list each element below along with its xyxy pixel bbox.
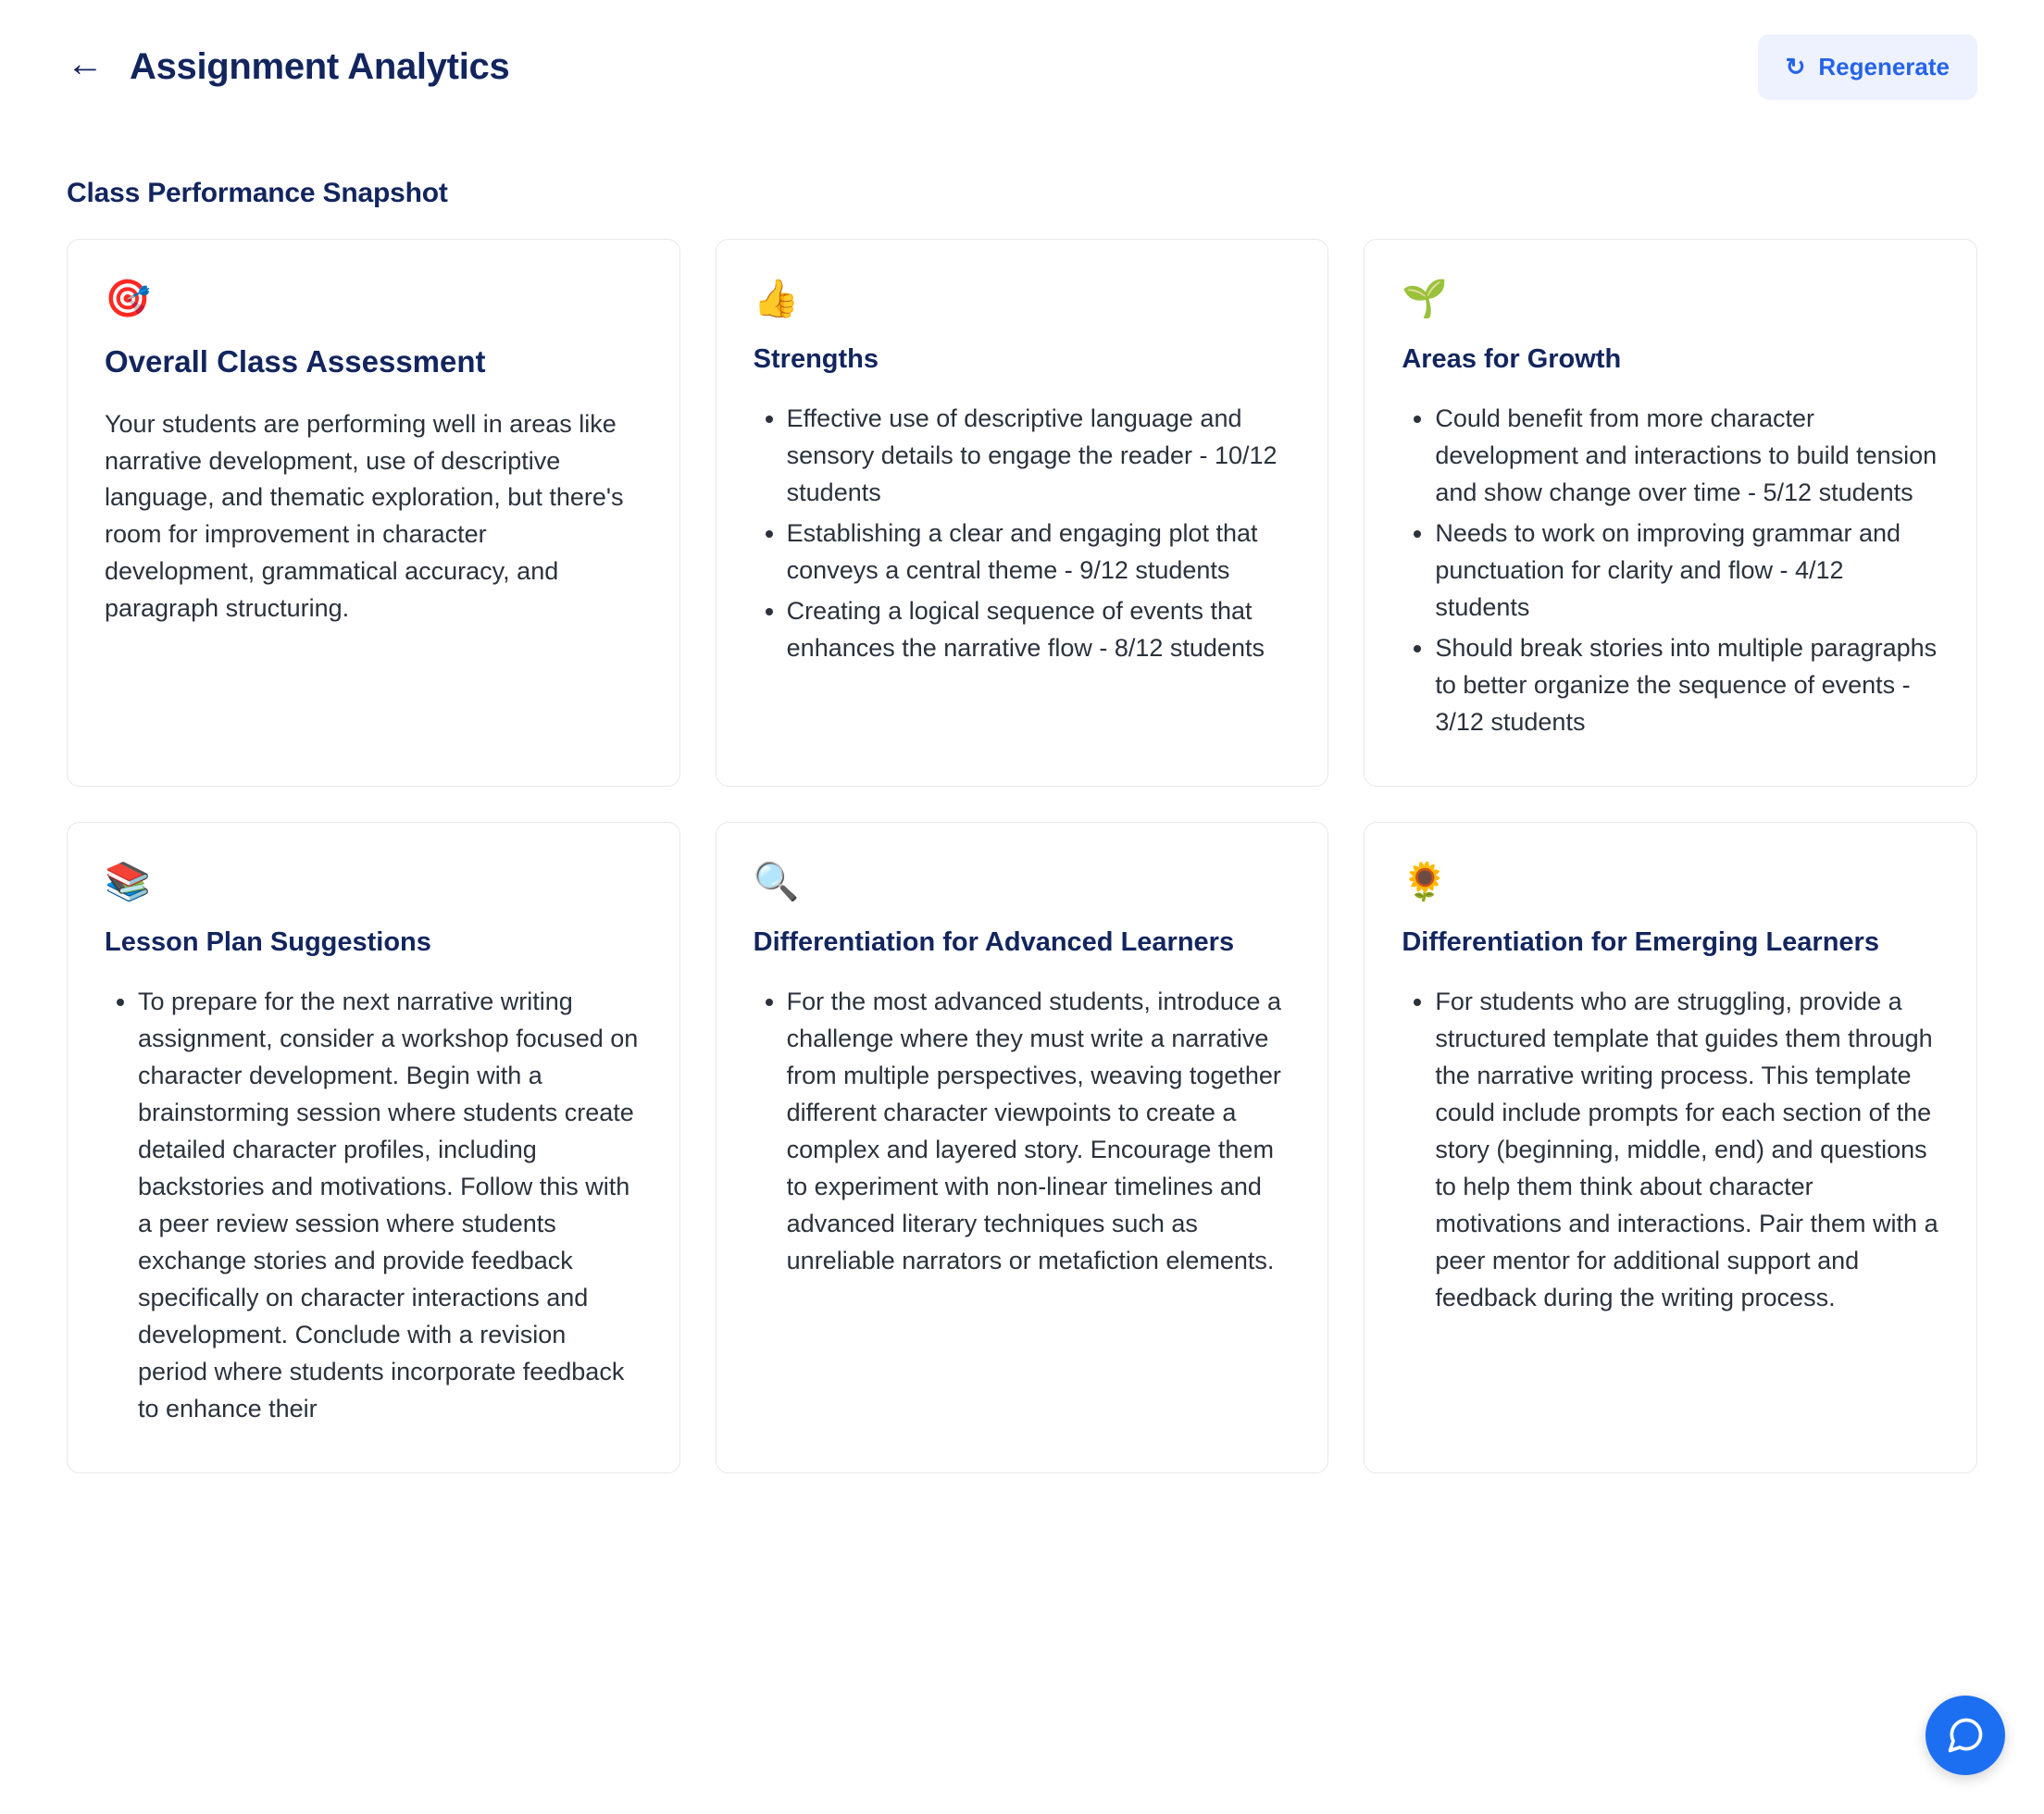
card-areas-for-growth [1364, 239, 1977, 787]
card-differentiation-advanced-learners [716, 822, 1329, 1473]
card-paragraph: Your students are performing well in areas like narrative development, use of descriptive language, and thematic exploration, but there's room for improvement in character development, grammatical accuracy, and paragraph structuring. [105, 409, 624, 623]
page-title: Assignment Analytics [130, 45, 510, 87]
card-title: Differentiation for Emerging Learners [1402, 926, 1879, 957]
list-item: • Needs to work on improving grammar and punctuation for clarity and flow - 4/12 students [1435, 516, 1939, 627]
sunflower-icon: 🌻 [1402, 861, 1449, 902]
card-title: Strengths [753, 344, 879, 374]
list-item: • Effective use of descriptive language and sensory details to engage the reader - 10/12 students [787, 401, 1291, 512]
regenerate-button-label: Regenerate [1818, 52, 1950, 81]
card-list [1402, 984, 1939, 1317]
list-item: • Could benefit from more character development and interactions to build tension and show change over time - 5/12 students [1435, 401, 1939, 512]
card-lesson-plan-suggestions [67, 822, 680, 1473]
books-icon: 📚 [105, 861, 151, 902]
card-overall-class-assessment [67, 239, 680, 787]
cards-grid [67, 239, 1977, 1473]
target-icon: 🎯 [105, 279, 151, 319]
list-item: • To prepare for the next narrative writing assignment, consider a workshop focused on character development. Begin with a brainstorming session where students create detailed character profiles, including backstories and motivations. Follow this with a peer review session where students exchange stories and provide feedback specifically on character interactions and development. Conclude with a revision period where students incorporate feedback to enhance their [138, 984, 642, 1427]
arrow-left-icon[interactable]: ← [67, 43, 104, 84]
list-item: • For students who are struggling, provide a structured template that guides them through the narrative writing process. This template could include prompts for each section of the story (beginning, middle, end) and questions to help them think about character motivations and interactions. Pair them with a peer mentor for additional support and feedback during the writing process. [1435, 984, 1939, 1317]
refresh-icon: ↻ [1785, 53, 1806, 81]
card-list [1402, 401, 1939, 741]
thumbs-up-icon: 👍 [753, 279, 800, 319]
card-title: Overall Class Assessment [105, 344, 486, 379]
header-left-group [67, 45, 509, 88]
page-header [67, 28, 1977, 106]
section-title: Class Performance Snapshot [67, 178, 448, 208]
magnifying-glass-icon: 🔍 [753, 861, 800, 902]
card-list [754, 984, 1291, 1280]
list-item: • Creating a logical sequence of events that enhances the narrative flow - 8/12 students [787, 593, 1291, 667]
card-title: Lesson Plan Suggestions [105, 926, 431, 957]
card-title: Areas for Growth [1402, 344, 1622, 374]
list-item: • Establishing a clear and engaging plot that conveys a central theme - 9/12 students [787, 516, 1291, 590]
card-title: Differentiation for Advanced Learners [753, 926, 1235, 957]
card-list [754, 401, 1291, 667]
list-item: • Should break stories into multiple paragraphs to better organize the sequence of events - 3/12 students [1435, 630, 1939, 741]
regenerate-button[interactable] [1758, 34, 1977, 100]
chat-bubble-icon[interactable] [1926, 1696, 2005, 1775]
list-item: • For the most advanced students, introduce a challenge where they must write a narrative from multiple perspectives, weaving together different character viewpoints to create a complex and layered story. Encourage them to experiment with non-linear timelines and advanced literary techniques such as unreliable narrators or metafiction elements. [787, 984, 1291, 1280]
card-differentiation-emerging-learners [1364, 822, 1977, 1473]
card-list [105, 984, 642, 1427]
seedling-icon: 🌱 [1402, 279, 1449, 319]
card-strengths [716, 239, 1329, 787]
